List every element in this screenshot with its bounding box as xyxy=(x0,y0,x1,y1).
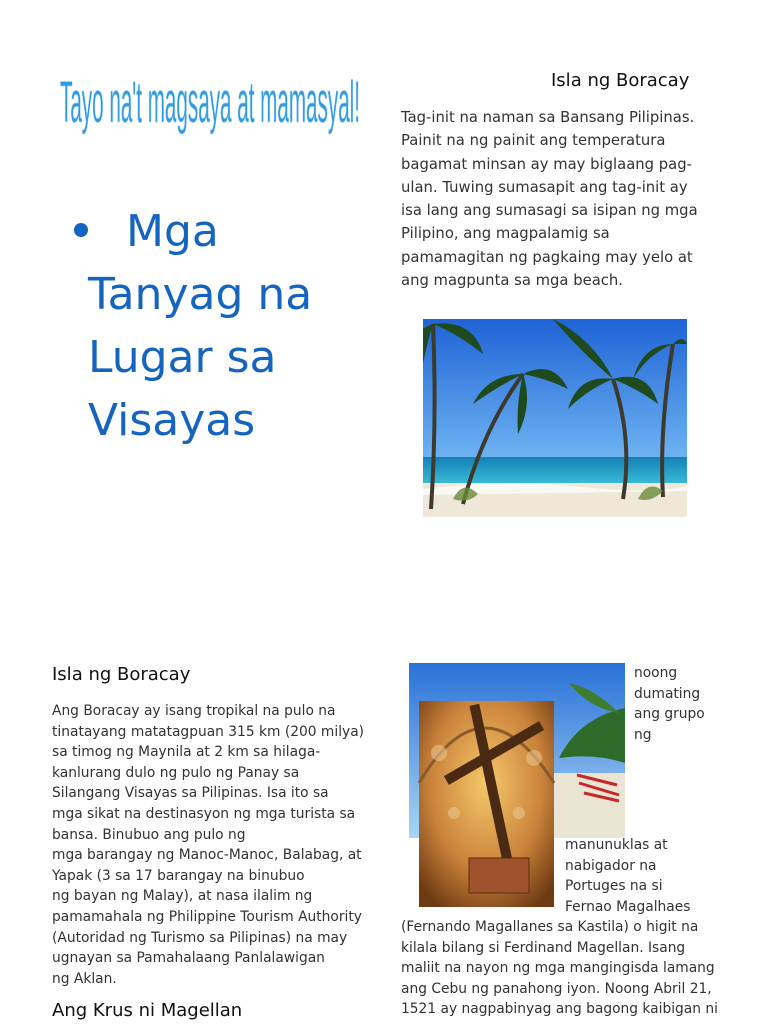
title-wordart xyxy=(58,70,388,150)
intro-paragraph: Tag-init na naman sa Bansang Pilipinas. Painit na ng painit ang temperatura bagamat minsan ay may biglaang pag- ulan. Tuwing sumasapit ang tag-init ay isa lang ang sumasagi sa isipan ng mga Pilipino, ang magpalamig sa pamamagitan ng pagkaing may yelo at ang magpunta sa mga beach. xyxy=(401,109,698,290)
cross-text-mid: manunuklas at nabigador na Portuges na si Fernao Magalhaes xyxy=(565,837,691,915)
bullet-heading xyxy=(68,200,378,452)
beach-photo xyxy=(423,319,687,517)
cross-text-full: (Fernando Magallanes sa Kastila) o higit na kilala bilang si Ferdinand Magellan. Isang maliit na nayon ng mga mangingisda lamang ang Cebu ng panahong iyon. Noong Abril 21, 1521 ay nagpabinyag ang bagong kaibigan ni xyxy=(401,919,718,1018)
section-heading: Isla ng Boracay xyxy=(551,70,690,91)
bullet-line: Visayas xyxy=(88,395,256,446)
boracay-paragraph: Ang Boracay ay isang tropikal na pulo na tinatayang matatagpuan 315 km (200 milya) sa timog ng Maynila at 2 km sa hilaga- kanlurang dulo ng pulo ng Panay sa Silangang Visayas sa Pilipinas. Isa ito sa mga sikat na destinasyon ng mga turista sa bansa. Binubuo ang pulo ng mga barangay ng Manoc-Manoc, Balabag, at Yapak (3 sa 17 barangay na binubuo ng bayan ng Malay), at nasa ilalim ng pamamahala ng Philippine Tourism Authority (Autoridad ng Turismo sa Pilipinas) na may ugnayan sa Pamahalaang Panlalawigan ng Aklan. xyxy=(52,703,365,987)
bullet-line: Lugar sa xyxy=(88,332,277,383)
bullet-line: Tanyag na xyxy=(88,269,313,320)
svg-text:Tayo na't magsaya at mamasyal!: Tayo na't magsaya at mamasyal! xyxy=(60,70,360,136)
section-heading: Ang Krus ni Magellan xyxy=(52,1000,243,1021)
bullet-dot-icon xyxy=(74,223,88,237)
cross-text-side: noong dumating ang grupo ng xyxy=(634,665,705,743)
section-heading: Isla ng Boracay xyxy=(52,664,191,685)
bullet-line: Mga xyxy=(68,200,378,263)
